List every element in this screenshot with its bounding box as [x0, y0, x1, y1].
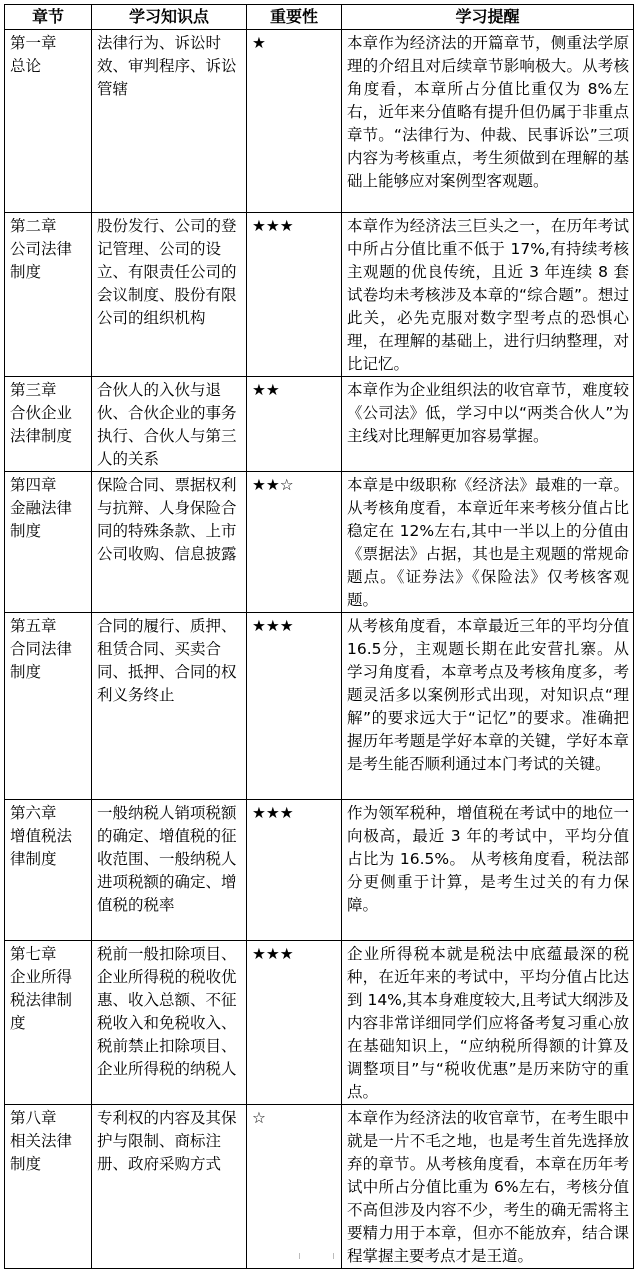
tip-cell: 本章作为经济法的收官章节，在考生眼中就是一片不毛之地，也是考生首先选择放弃的章节。从考核角度看，本章在历年考试中所占分值比重为 6%左右，考核分值不高但涉及内容不少，考生的确无需将主要精力用于本章，但亦不能放弃，结合课程掌握主要考点才是王道。: [342, 1105, 634, 1269]
importance-stars-icon: ★★: [247, 377, 342, 472]
chapter-cell: 第三章 合伙企业法律制度: [5, 377, 92, 472]
table-row: [5, 613, 634, 800]
knowledge-cell: 保险合同、票据权利与抗辩、人身保险合同的特殊条款、上市公司收购、信息披露: [92, 472, 247, 613]
table-row: [5, 30, 634, 213]
tip-cell: 本章作为企业组织法的收官章节，难度较《公司法》低，学习中以“两类合伙人”为主线对比理解更加容易掌握。: [342, 377, 634, 472]
tip-cell: 从考核角度看，本章最近三年的平均分值 16.5分，主观题长期在此安营扎寨。从学习角度看，本章考点及考核角度多，考题灵活多以案例形式出现，对知识点“理解”的要求远大于“记忆”的要求。准确把握历年考题是学好本章的关键，学好本章是考生能否顺利通过本门考试的关键。: [342, 613, 634, 800]
table-row: [5, 377, 634, 472]
knowledge-cell: 法律行为、诉讼时效、审判程序、诉讼管辖: [92, 30, 247, 213]
knowledge-cell: 专利权的内容及其保护与限制、商标注册、政府采购方式: [92, 1105, 247, 1269]
header-knowledge: 学习知识点: [92, 5, 247, 30]
chapter-cell: 第四章 金融法律制度: [5, 472, 92, 613]
chapter-cell: 第一章 总论: [5, 30, 92, 213]
chapter-cell: 第七章 企业所得税法律制度: [5, 941, 92, 1105]
chapter-cell: 第二章 公司法律制度: [5, 213, 92, 377]
table-row: [5, 941, 634, 1105]
page-margin-mark: [333, 1253, 334, 1259]
knowledge-cell: 税前一般扣除项目、企业所得税的税收优惠、收入总额、不征税收入和免税收入、税前禁止扣除项目、企业所得税的纳税人: [92, 941, 247, 1105]
importance-stars-icon: ★★★: [247, 613, 342, 800]
tip-cell: 本章作为经济法的开篇章节，侧重法学原理的介绍且对后续章节影响极大。从考核角度看，本章所占分值比重仅为 8%左右，近年来分值略有提升但仍属于非重点章节。“法律行为、仲裁、民事诉讼”三项内容为考核重点，考生须做到在理解的基础上能够应对案例型客观题。: [342, 30, 634, 213]
chapter-cell: 第五章 合同法律制度: [5, 613, 92, 800]
importance-stars-icon: ★★★: [247, 213, 342, 377]
page-margin-mark: [299, 1253, 300, 1259]
table-row: [5, 1105, 634, 1269]
chapter-cell: 第六章 增值税法律制度: [5, 800, 92, 941]
table-row: [5, 472, 634, 613]
tip-cell: 本章作为经济法三巨头之一，在历年考试中所占分值比重不低于 17%,有持续考核主观题的优良传统，且近 3 年连续 8 套试卷均未考核涉及本章的“综合题”。想过此关，必先克服对数字型考点的恐惧心理，在理解的基础上，进行归纳整理，对比记忆。: [342, 213, 634, 377]
knowledge-cell: 合同的履行、质押、租赁合同、买卖合同、抵押、合同的权利义务终止: [92, 613, 247, 800]
tip-cell: 本章是中级职称《经济法》最难的一章。从考核角度看，本章近年来考核分值占比稳定在 12%左右,其中一半以上的分值由《票据法》占据，其也是主观题的常规命题点。《证券法》《保险法》仅考核客观题。: [342, 472, 634, 613]
importance-stars-icon: ★: [247, 30, 342, 213]
header-tip: 学习提醒: [342, 5, 634, 30]
importance-stars-icon: ☆: [247, 1105, 342, 1269]
table-row: [5, 800, 634, 941]
header-importance: 重要性: [247, 5, 342, 30]
importance-stars-icon: ★★★: [247, 800, 342, 941]
knowledge-cell: 一般纳税人销项税额的确定、增值税的征收范围、一般纳税人进项税额的确定、增值税的税率: [92, 800, 247, 941]
tip-cell: 作为领军税种，增值税在考试中的地位一向极高，最近 3 年的考试中，平均分值占比为 16.5%。 从考核角度看，税法部分更侧重于计算，是考生过关的有力保障。: [342, 800, 634, 941]
study-guide-table: [4, 4, 634, 1269]
knowledge-cell: 股份发行、公司的登记管理、公司的设立、有限责任公司的会议制度、股份有限公司的组织机构: [92, 213, 247, 377]
chapter-cell: 第八章 相关法律制度: [5, 1105, 92, 1269]
header-chapter: 章节: [5, 5, 92, 30]
tip-cell: 企业所得税本就是税法中底蕴最深的税种，在近年来的考试中，平均分值占比达到 14%,其本身难度较大,且考试大纲涉及内容非常详细同学们应将备考复习重心放在基础知识上，“应纳税所得额的计算及调整项目”与“税收优惠”是历来防守的重点。: [342, 941, 634, 1105]
table-row: [5, 213, 634, 377]
header-row: [5, 5, 634, 30]
importance-stars-icon: ★★★: [247, 941, 342, 1105]
knowledge-cell: 合伙人的入伙与退伙、合伙企业的事务执行、合伙人与第三人的关系: [92, 377, 247, 472]
importance-stars-icon: ★★☆: [247, 472, 342, 613]
